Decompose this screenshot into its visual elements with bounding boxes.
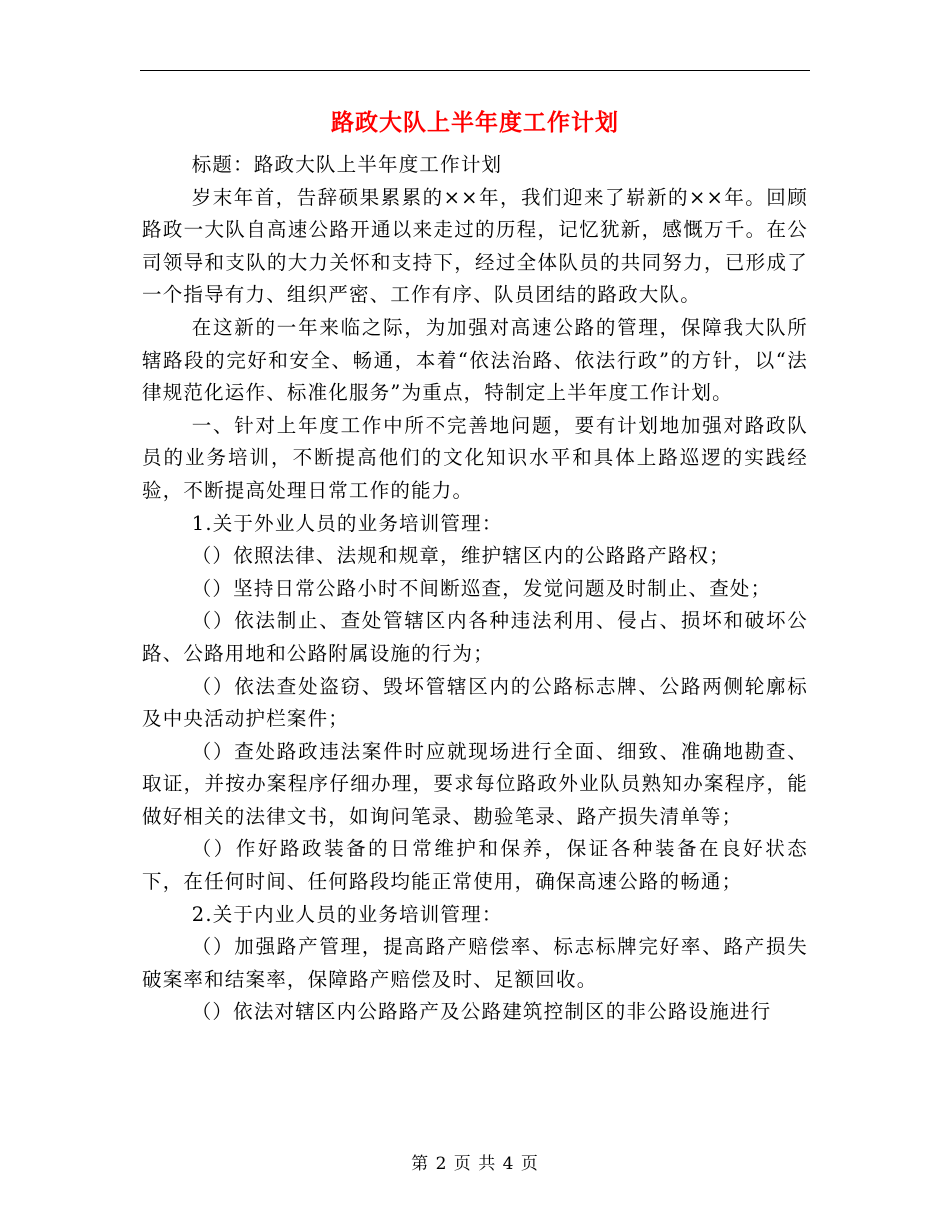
paragraph-item: （）依法查处盗窃、毁坏管辖区内的公路标志牌、公路两侧轮廓标及中央活动护栏案件； — [142, 674, 808, 731]
paragraph-intro: 岁末年首，告辞硕果累累的××年，我们迎来了崭新的××年。回顾路政一大队自高速公路开通以来走过的历程，记忆犹新，感慨万千。在公司领导和支队的大力关怀和支持下，经过全体队员的共同努力，已形成了一个指导有力、组织严密、工作有序、队员团结的路政大队。 — [142, 185, 808, 307]
paragraph-item: （）依法对辖区内公路路产及公路建筑控制区的非公路设施进行 — [191, 1000, 772, 1024]
header-rule — [140, 70, 810, 71]
paragraph-section-1: 一、针对上年度工作中所不完善地问题，要有计划地加强对路政队员的业务培训，不断提高他们的文化知识水平和具体上路巡逻的实践经验，不断提高处理日常工作的能力。 — [142, 413, 808, 502]
paragraph-item: （）加强路产管理，提高路产赔偿率、标志标牌完好率、路产损失破案率和结案率，保障路产赔偿及时、足额回收。 — [142, 935, 808, 991]
document-body — [142, 149, 808, 1029]
paragraph-purpose: 在这新的一年来临之际，为加强对高速公路的管理，保障我大队所辖路段的完好和安全、畅通，本着“依法治路、依法行政”的方针，以“法律规范化运作、标准化服务”为重点，特制定上半年度工作计划。 — [142, 315, 808, 405]
paragraph-item: （）坚持日常公路小时不间断巡查，发觉问题及时制止、查处； — [191, 576, 772, 600]
document-title: 路政大队上半年度工作计划 — [331, 109, 619, 136]
paragraph-item: （）依照法律、法规和规章，维护辖区内的公路路产路权； — [191, 544, 730, 568]
paragraph-heading-field-staff: 1.关于外业人员的业务培训管理： — [191, 511, 503, 535]
page-number: 第 2 页 共 4 页 — [411, 1154, 539, 1174]
paragraph-item: （）作好路政装备的日常维护和保养，保证各种装备在良好状态下，在任何时间、任何路段均能正常使用，确保高速公路的畅通； — [142, 837, 808, 894]
paragraph-subject: 标题：路政大队上半年度工作计划 — [191, 153, 503, 176]
paragraph-item: （）依法制止、查处管辖区内各种违法利用、侵占、损坏和破坏公路、公路用地和公路附属设施的行为； — [142, 609, 808, 665]
paragraph-heading-office-staff: 2.关于内业人员的业务培训管理： — [191, 902, 503, 926]
paragraph-item: （）查处路政违法案件时应就现场进行全面、细致、准确地勘查、取证，并按办案程序仔细办理，要求每位路政外业队员熟知办案程序，能做好相关的法律文书，如询问笔录、勘验笔录、路产损失清单等； — [142, 739, 808, 828]
